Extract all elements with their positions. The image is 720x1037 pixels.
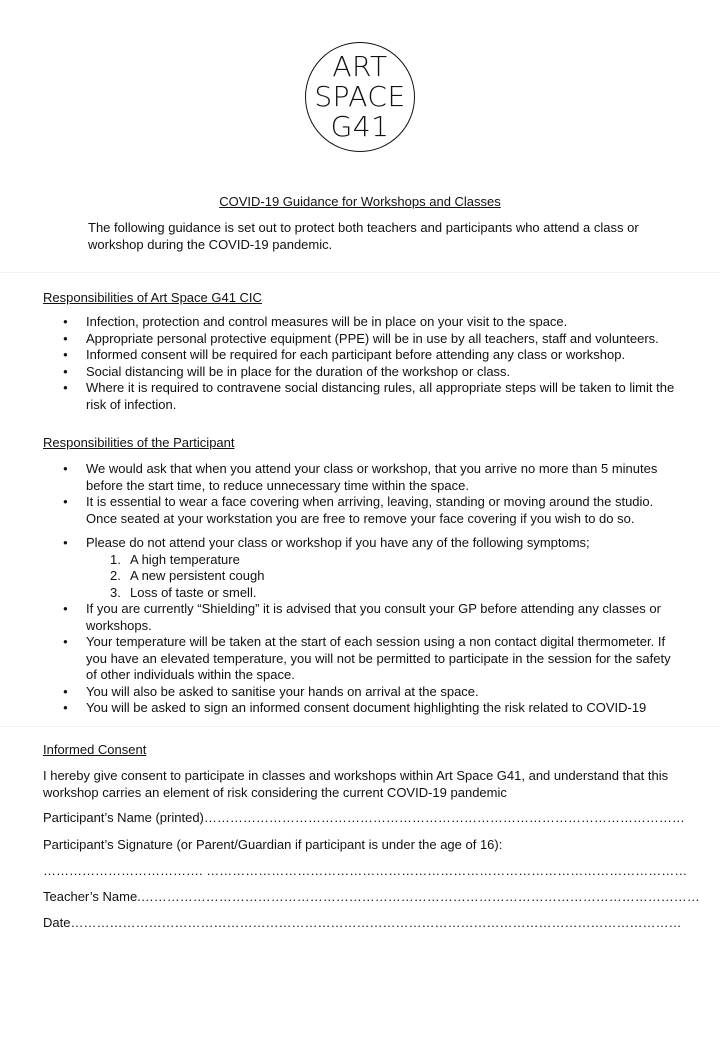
- list-item: ● Appropriate personal protective equipment (PPE) will be in use by all teachers, staff and volunteers.: [60, 331, 678, 348]
- list-item: ● Infection, protection and control measures will be in place on your visit to the space.: [60, 314, 678, 331]
- section-heading-participant: Responsibilities of the Participant: [43, 435, 235, 450]
- symptom-text: Loss of taste or smell.: [130, 584, 257, 600]
- participant-name-field[interactable]: Participant’s Name (printed)…………………………………………………………………………………………………: [43, 810, 685, 825]
- symptoms-intro: Please do not attend your class or workshop if you have any of the following symptoms;: [86, 535, 590, 550]
- symptom-item: [110, 568, 678, 585]
- consent-statement: I hereby give consent to participate in classes and workshops within Art Space G41, and understand that this workshop carries an element of risk considering the current COVID-19 pandemic: [43, 768, 669, 800]
- art-space-g41-logo: [305, 42, 415, 152]
- list-item: ● We would ask that when you attend your class or workshop, that you arrive no more than 5 minutes before the start time, to reduce unnecessary time within the space.: [60, 461, 678, 494]
- list-item-symptoms: [60, 535, 678, 601]
- organisation-responsibilities-list: [60, 314, 678, 413]
- list-item: ● Your temperature will be taken at the start of each session using a non contact digital thermometer. If you have an elevated temperature, you will not be permitted to participate in the session for the safety of other individuals within the space.: [60, 634, 678, 684]
- participant-signature-field[interactable]: ………………………………. …………………………………………………………………………………………………: [43, 863, 688, 878]
- list-item: ● Social distancing will be in place for the duration of the workshop or class.: [60, 364, 678, 381]
- date-field[interactable]: Date……………………………………………………………………………………………………………………………: [43, 915, 682, 930]
- list-item: ● It is essential to wear a face covering when arriving, leaving, standing or moving around the studio. Once seated at your workstation you are free to remove your face covering if you wish to do so.: [60, 494, 678, 527]
- section-heading-organisation: Responsibilities of Art Space G41 CIC: [43, 290, 262, 305]
- logo-line-1: ART: [332, 50, 388, 83]
- symptom-number: 2.: [110, 568, 121, 583]
- symptoms-list: [86, 552, 678, 602]
- symptom-item: [110, 552, 678, 569]
- page-divider: [0, 726, 720, 727]
- symptom-number: 3.: [110, 584, 121, 600]
- intro-paragraph: The following guidance is set out to protect both teachers and participants who attend a class or workshop during the COVID-19 pandemic.: [88, 220, 639, 252]
- symptom-text: A high temperature: [130, 551, 240, 567]
- document-title: COVID-19 Guidance for Workshops and Classes: [219, 194, 501, 209]
- section-heading-consent: Informed Consent: [43, 742, 147, 757]
- participant-responsibilities-list: [60, 461, 678, 717]
- symptom-number: 1.: [110, 551, 121, 567]
- teacher-name-field[interactable]: Teacher’s Name.…………………………………………………………………………………………………………………: [43, 889, 700, 904]
- signature-label: Participant’s Signature (or Parent/Guardian if participant is under the age of 16):: [43, 837, 503, 852]
- list-item: ● You will be asked to sign an informed consent document highlighting the risk related to COVID-19: [60, 700, 678, 717]
- list-item: ● Informed consent will be required for each participant before attending any class or workshop.: [60, 347, 678, 364]
- logo-line-2: SPACE: [314, 80, 406, 113]
- page-divider: [0, 272, 720, 273]
- symptom-text: A new persistent cough: [130, 568, 265, 583]
- logo-line-3: G41: [330, 110, 390, 143]
- symptom-item: [110, 585, 678, 602]
- list-item: ● You will also be asked to sanitise your hands on arrival at the space.: [60, 684, 678, 701]
- list-item: ● If you are currently “Shielding” it is advised that you consult your GP before attending any classes or workshops.: [60, 601, 678, 634]
- list-item: ● Where it is required to contravene social distancing rules, all appropriate steps will be taken to limit the risk of infection.: [60, 380, 678, 413]
